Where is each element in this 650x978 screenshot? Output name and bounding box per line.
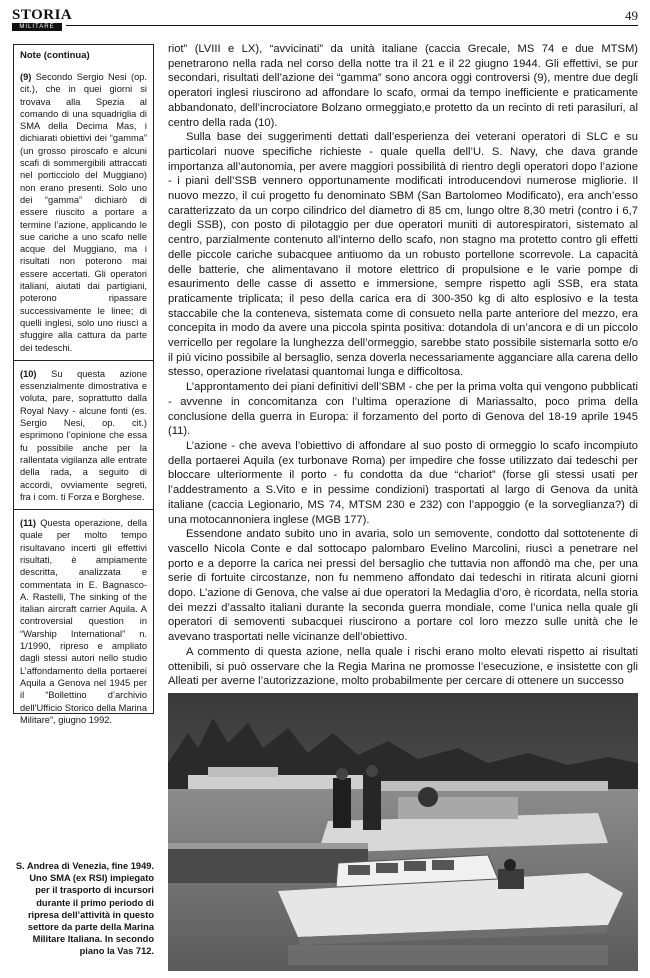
header-rule	[66, 25, 638, 26]
article-paragraph: Essendone andato subito uno in avaria, solo un semovente, condotto dal sottotenente di vascello Nicola Conte e dal sottocapo palombaro Evelino Marcolini, riuscì a penetrare nel porto e a deporre la carica nei pressi del bersaglio che tuttavia non affondò ma che, per una serie di fortuite circostanze, non fu nemmeno affondato dai tedeschi in ritirata alcuni giorni dopo. L’azione di Genova, che valse ai due operatori la Medaglia d’oro, è ricordata, nella storia dei mezzi d’assalto italiani durante la seconda guerra mondiale, come l’unica nella quale gli operatori di semoventi subacquei riuscirono a portare col loro mezzo sulle unità che le avevano trasportati nelle vicinanze dell’obiettivo.	[168, 528, 638, 644]
article-paragraph: riot” (LVIII e LX), “avvicinati” da unità italiane (caccia Grecale, MS 74 e due MTSM) penetrarono nella rada nel corso della notte tra il 21 e il 22 giugno 1944. Gli effettivi, se pur secondari, risultati dell’azione dei “gamma” sono ancora oggi controversi (9), mentre due degli operatori inglesi riuscirono ad affondare lo scafo, ormai da tempo inefficiente e praticamente abbandonato, dell’incrociatore Bolzano ormeggiato,e protetto da un recinto di reti parasiluri, al centro della rada (10).	[168, 43, 638, 129]
notes-divider	[14, 509, 153, 510]
notes-sidebar	[13, 44, 154, 725]
article-body	[168, 42, 638, 689]
note-11	[20, 517, 147, 726]
magazine-logo	[12, 7, 73, 32]
note-text: Questa operazione, della quale per molto tempo risultavano incerti gli effettivi risultati, è ampiamente descritta, analizzata e commentata in E. Bagnasco-A. Rastelli, The sinking of the italian aircraft carrier Aquila. A controversial question in “Warship International” n. 1/1990, ripreso e ampliato dagli stessi autori nello studio L’affondamento della portaerei Aquila a Genova nel 1945 per il “Bollettino d’archivio dell’Ufficio Storico della Marina Militare”, giugno 1992.	[20, 518, 147, 725]
note-number: (9)	[20, 72, 32, 82]
note-number: (11)	[20, 518, 37, 529]
note-text: Su questa azione essenzialmente dimostrativa e voluta, pare, soprattutto dalla Royal Navy - alcune fonti (es. Sergio Nesi, op. cit.) esprimono l’opinione che essa fu possibile anche per la rallentata vigilanza alle entrate della rada, a seguito di accordi, ovviamente segreti, fra i com. ti Forza e Borghese.	[20, 368, 147, 502]
note-9	[20, 71, 147, 354]
notes-divider	[14, 360, 153, 361]
note-number: (10)	[20, 368, 37, 379]
boat-photo	[168, 693, 638, 971]
page-number: 49	[625, 8, 638, 23]
article-paragraph: A commento di questa azione, nella quale i rischi erano molto elevati rispetto ai risultati ottenibili, si può osservare che la Regia Marina ne promosse l’esecuzione, e insistette con gli Alleati per averne l’autorizzazione, molto probabilmente per cercare di ottenere un successo	[168, 645, 638, 688]
article-paragraph: Sulla base dei suggerimenti dettati dall’esperienza dei veterani operatori di SLC e su particolari nuove specifiche richieste - quale quella dell’U. S. Navy, che dava grande importanza all’autonomia, per avere maggiori possibilità di rientro degli operatori dopo l’azione - i piani dell’SSB vennero opportunamente modificati introducendovi numerose migliorie. Il nuovo mezzo, il cui progetto fu denominato SBM (San Bartolomeo Modificato), era anch’esso caratterizzato da un corpo cilindrico del diametro di 85 cm, lungo oltre 8,30 metri (contro i 6,7 degli SSB), con posto di pilotaggio per due operatori muniti di autorespiratori, sistemato al centro, parzialmente contenuto all’interno dello scafo, non stagno ma protetto contro gli effetti delle piccole cariche subacquee antiuomo da un robusto portellone scorrevole. La capacità delle batterie, che alimentavano il motore elettrico di propulsione e le varie pompe di esaurimento delle casse di assetto e immersione, sempre rispetto agli SSB, era stata praticamente triplicata; il peso della carica era di 300-350 kg di alto esplosivo e la testa staccabile che la conteneva, sistemata come di consueto nella parte anteriore del mezzo, era concepita in modo da avere una piccola spinta positiva: dotandola di un’ancora e di un piccolo verricello per regolare la lunghezza dell’ormeggio, sarebbe stato possibile sistemarla sotto e/o il più vicino possibile al bersaglio, senza doverla necessariamente agganciare alla carena dello stesso, operazione rivelatasi quantomai lunga e difficoltosa.	[168, 131, 638, 379]
article-paragraph: L’approntamento dei piani definitivi dell’SBM - che per la prima volta qui vengono pubblicati - avvenne in concomitanza con l’ultima operazione di Mariassalto, poco prima della conclusione della guerra in Europa: il forzamento del porto di Genova del 18-19 aprile 1945 (11).	[168, 381, 638, 438]
note-text: Secondo Sergio Nesi (op. cit.), che in quei giorni si trovava alla Spezia al comando di una squadriglia di SMA della Decima Mas, i dichiarati obiettivi dei “gamma” (un grosso piroscafo e alcuni scafi di sommergibili attraccati nel porticciolo del Muggiano) non erano presenti. Solo uno dei “gamma” dichiarò di essere riuscito a portare a termine l’azione, applicando le sue cariche a uno scafo nelle acque del Muggiano, ma i risultati non poterono mai essere accertati. Gli operatori italiani, aiutati dai partigiani, poterono ripassare successivamente le linee; di quelli inglesi, solo uno riuscì a sfuggire alla cattura da parte dei tedeschi.	[20, 72, 147, 353]
notes-title: Note (continua)	[20, 50, 90, 61]
photo-caption: S. Andrea di Venezia, fine 1949. Uno SMA (ex RSI) impiegato per il trasporto di incursori durante il primo periodo di ripresa dell’attività in questo settore da parte della Marina Militare Italiana. In secondo piano la Vas 712.	[15, 861, 154, 957]
note-10	[20, 368, 147, 503]
article-paragraph: L’azione - che aveva l’obiettivo di affondare al suo posto di ormeggio lo scafo incompiuto della portaerei Aquila (ex turbonave Roma) per impedire che fosse utilizzato dai tedeschi per bloccare ulteriormente il porto - fu condotta da due “chariot” (forse gli stessi usati per l’addestramento a S.Vito e in pessime condizioni) trasportati al largo di Genova da unità italiane (caccia Legionario, MS 74, MTSM 230 e 232) con l’appoggio (e la sorveglianza?) di una motocannoniera inglese (MGB 177).	[168, 439, 638, 526]
logo-subtitle: MILITARE	[12, 23, 62, 31]
logo-word: STORIA	[12, 7, 73, 23]
